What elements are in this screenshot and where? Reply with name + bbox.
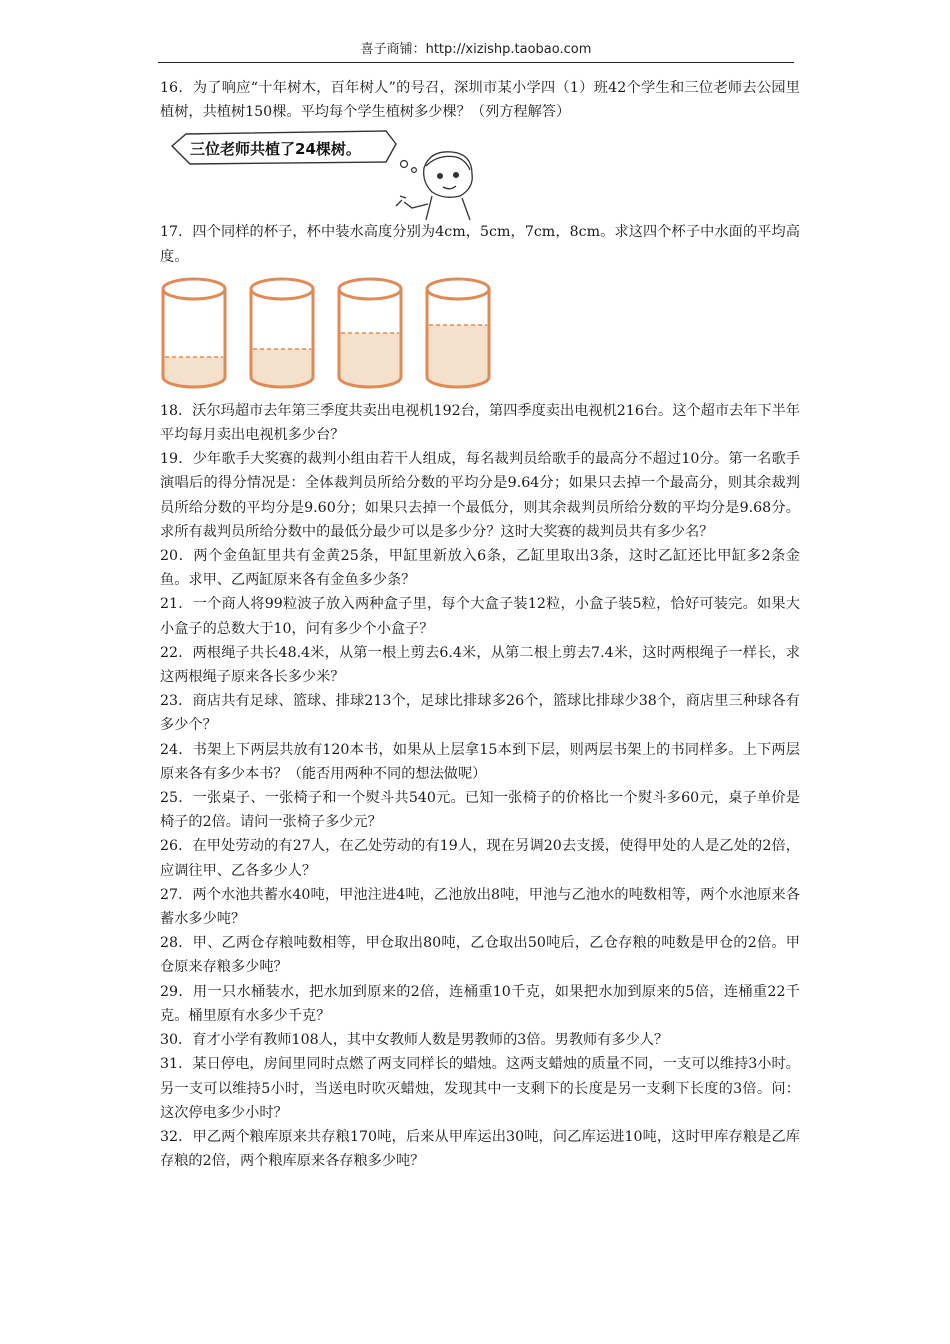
- question-24: 24．书架上下两层共放有120本书，如果从上层拿15本到下层，则两层书架上的书同样多。上下两层原来各有多少本书？（能否用两种不同的想法做呢）: [160, 741, 800, 782]
- question-22: 22．两根绳子共长48.4米，从第一根上剪去6.4米，从第二根上剪去7.4米，这时两根绳子一样长，求这两根绳子原来各长多少米？: [160, 644, 800, 686]
- question-21: 21．一个商人将99粒波子放入两种盒子里，每个大盒子装12粒，小盒子装5粒，恰好可装完。如果大小盒子的总数大于10，问有多少个小盒子？: [160, 596, 800, 637]
- question-30: 30．育才小学有教师108人，其中女教师人数是男教师的3倍。男教师有多少人？: [160, 1032, 669, 1049]
- boy-mouth: [443, 186, 456, 189]
- boy-body: [426, 196, 470, 220]
- cup-water: [251, 349, 313, 387]
- cup-2: [251, 279, 313, 387]
- cup-rim: [339, 279, 401, 299]
- question-27: 27．两个水池共蓄水40吨，甲池注进4吨，乙池放出8吨，甲池与乙池水的吨数相等，两个水池原来各蓄水多少吨？: [160, 886, 800, 928]
- cup-1: [163, 279, 225, 387]
- question-19: 19．少年歌手大奖赛的裁判小组由若干人组成，每名裁判员给歌手的最高分不超过10分。第一名歌手演唱后的得分情况是：全体裁判员所给分数的平均分是9.64分；如果只去掉一个最高分，则其余裁判员所给分数的平均分是9.60分；如果只去掉一个最低分，则其余裁判员所给分数的平均分是9.68分。求所有裁判员所给分数中的最低分最少可以是多少分？这时大奖赛的裁判员共有多少名？: [160, 451, 800, 540]
- speech-bubble-illustration: [160, 124, 560, 220]
- speech-bubble-text: 三位老师共植了24棵树。: [190, 140, 361, 159]
- boy-head: [424, 152, 473, 198]
- cup-3: [339, 279, 401, 387]
- question-25: 25．一张桌子、一张椅子和一个熨斗共540元。已知一张椅子的价格比一个熨斗多60元，桌子单价是椅子的2倍。请问一张椅子多少元？: [160, 790, 800, 831]
- document-body: [160, 76, 800, 1173]
- boy-eye: [438, 174, 443, 179]
- boy-eye: [454, 173, 459, 178]
- question-18: 18．沃尔玛超市去年第三季度共卖出电视机192台，第四季度卖出电视机216台。这个超市去年下半年平均每月卖出电视机多少台？: [160, 402, 800, 444]
- question-29: 29．用一只水桶装水，把水加到原来的2倍，连桶重10千克，如果把水加到原来的5倍，连桶重22千克。桶里原有水多少千克？: [160, 983, 800, 1024]
- cup-4: [427, 279, 489, 387]
- speech-bubble-figure: [160, 124, 800, 220]
- question-28: 28．甲、乙两仓存粮吨数相等，甲仓取出80吨，乙仓取出50吨后，乙仓存粮的吨数是甲仓的2倍。甲仓原来存粮多少吨？: [160, 935, 800, 976]
- cup-water: [163, 357, 225, 387]
- page-header: 喜子商铺：http://xizishp.taobao.com: [360, 42, 592, 57]
- cup-rim: [427, 279, 489, 299]
- question-23: 23．商店共有足球、篮球、排球213个，足球比排球多26个，篮球比排球少38个，商店里三种球各有多少个？: [160, 693, 800, 734]
- boy-hair: [426, 157, 470, 171]
- question-32: 32．甲乙两个粮库原来共存粮170吨，后来从甲库运出30吨，问乙库运进10吨，这时甲库存粮是乙库存粮的2倍，两个粮库原来各存粮多少吨？: [160, 1128, 800, 1170]
- cup-water: [339, 333, 401, 387]
- question-16: 16．为了响应“十年树木，百年树人”的号召，深圳市某小学四（1）班42个学生和三位老师去公园里植树，共植树150棵。平均每个学生植树多少棵？（列方程解答）: [160, 80, 800, 121]
- question-17: 17．四个同样的杯子，杯中装水高度分别为4cm，5cm，7cm，8cm。求这四个杯子中水面的平均高度。: [160, 224, 800, 265]
- thought-dot: [412, 168, 417, 173]
- header-rule: [158, 62, 794, 63]
- cups-illustration: [160, 269, 520, 399]
- cup-rim: [163, 279, 225, 299]
- boy-arm: [404, 202, 428, 208]
- question-20: 20．两个金鱼缸里共有金黄25条，甲缸里新放入6条，乙缸里取出3条，这时乙缸还比甲缸多2条金鱼。求甲、乙两缸原来各有金鱼多少条？: [160, 548, 800, 589]
- thought-dot: [401, 161, 408, 168]
- question-31: 31．某日停电，房间里同时点燃了两支同样长的蜡烛。这两支蜡烛的质量不同，一支可以维持3小时。另一支可以维持5小时，当送电时吹灭蜡烛，发现其中一支剩下的长度是另一支剩下长度的3倍。问：这次停电多少小时？: [160, 1056, 800, 1121]
- cup-rim: [251, 279, 313, 299]
- boy-hand: [396, 196, 406, 206]
- cup-water: [427, 325, 489, 387]
- cups-figure: [160, 269, 800, 399]
- question-26: 26．在甲处劳动的有27人，在乙处劳动的有19人，现在另调20去支援，使得甲处的人是乙处的2倍，应调往甲、乙各多少人？: [160, 838, 800, 879]
